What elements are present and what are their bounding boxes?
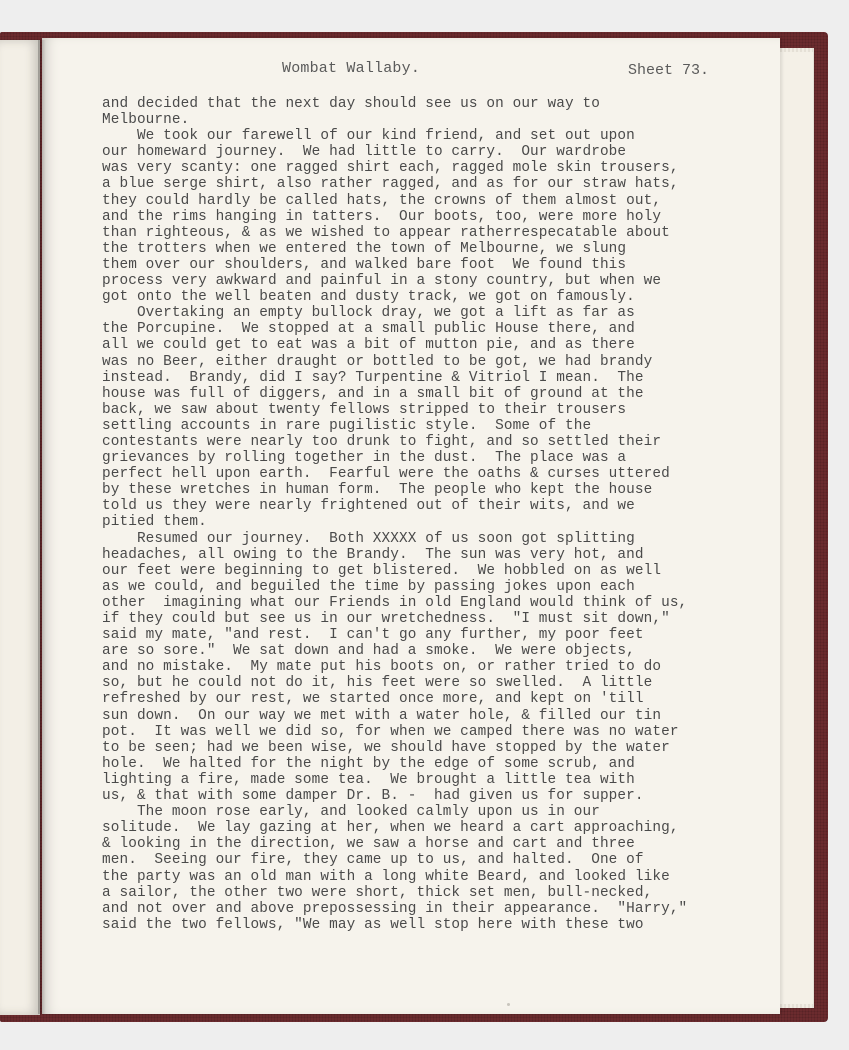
text-line: We took our farewell of our kind friend, and set out upon	[102, 128, 635, 145]
text-line: if they could but see us in our wretchedness. "I must sit down,"	[102, 611, 670, 627]
text-line: was very scanty: one ragged shirt each, ragged mole skin trousers,	[102, 160, 679, 177]
text-line: the trotters when we entered the town of Melbourne, we slung	[102, 240, 627, 257]
text-line: refreshed by our rest, we started once more, and kept on 'till	[102, 691, 644, 708]
text-line: solitude. We lay gazing at her, when we heard a cart approaching,	[102, 820, 679, 837]
text-line: pot. It was well we did so, for when we camped there was no water	[102, 723, 679, 740]
text-line: hole. We halted for the night by the edge of some scrub, and	[102, 755, 635, 772]
text-line: lighting a fire, made some tea. We brought a little tea with	[102, 771, 635, 788]
text-line: and the rims hanging in tatters. Our boots, too, were more holy	[102, 208, 662, 225]
text-line: the party was an old man with a long white Beard, and looked like	[102, 868, 670, 885]
text-line: got onto the well beaten and dusty track, we got on famously.	[102, 289, 635, 306]
text-line: are so sore." We sat down and had a smoke. We were objects,	[102, 643, 635, 660]
text-line: process very awkward and painful in a stony country, but when we	[102, 273, 662, 290]
text-line: a blue serge shirt, also rather ragged, and as for our straw hats,	[102, 176, 679, 193]
text-line: our homeward journey. We had little to carry. Our wardrobe	[102, 144, 627, 161]
text-line: settling accounts in rare pugilistic style. Some of the	[102, 417, 592, 434]
text-line: contestants were nearly too drunk to fight, and so settled their	[102, 433, 662, 450]
typescript-body	[102, 96, 752, 933]
text-line: headaches, all owing to the Brandy. The sun was very hot, and	[102, 546, 644, 563]
text-line: The moon rose early, and looked calmly upon us in our	[102, 804, 600, 821]
text-line: Melbourne.	[102, 112, 190, 129]
text-line: they could hardly be called hats, the crowns of them almost out,	[102, 192, 662, 209]
text-line: than righteous, & as we wished to appear ratherrespecatable about	[102, 224, 670, 241]
text-line: Resumed our journey. Both XXXXX of us soon got splitting	[102, 530, 635, 547]
text-line: pitied them.	[102, 514, 207, 531]
text-line: sun down. On our way we met with a water hole, & filled our tin	[102, 707, 662, 724]
text-line: them over our shoulders, and walked bare foot We found this	[102, 256, 627, 273]
text-line: back, we saw about twenty fellows stripped to their trousers	[102, 401, 627, 418]
text-line: the Porcupine. We stopped at a small public House there, and	[102, 321, 635, 338]
text-line: by these wretches in human form. The people who kept the house	[102, 482, 653, 499]
text-line: a sailor, the other two were short, thick set men, bull-necked,	[102, 884, 653, 901]
text-line: grievances by rolling together in the dust. The place was a	[102, 450, 627, 467]
text-line: all we could get to eat was a bit of mutton pie, and as there	[102, 337, 635, 354]
text-line: perfect hell upon earth. Fearful were the oaths & curses uttered	[102, 466, 670, 483]
text-line: our feet were beginning to get blistered. We hobbled on as well	[102, 562, 662, 579]
text-line: other imagining what our Friends in old England would think of us,	[102, 594, 688, 611]
text-line: and no mistake. My mate put his boots on, or rather tried to do	[102, 659, 662, 676]
page-title: Wombat Wallaby.	[282, 60, 421, 77]
text-line: said the two fellows, "We may as well stop here with these two	[102, 916, 644, 933]
text-line: and not over and above prepossessing in their appearance. "Harry,"	[102, 900, 688, 917]
paper-speck	[507, 1003, 510, 1006]
text-line: said my mate, "and rest. I can't go any further, my poor feet	[102, 627, 644, 644]
sheet-number: Sheet 73.	[628, 62, 710, 79]
book-gutter	[38, 40, 46, 1014]
text-line: Overtaking an empty bullock dray, we got a lift as far as	[102, 305, 635, 322]
text-line: was no Beer, either draught or bottled to be got, we had brandy	[102, 353, 653, 370]
text-line: told us they were nearly frightened out of their wits, and we	[102, 498, 635, 515]
text-line: & looking in the direction, we saw a horse and cart and three	[102, 836, 635, 853]
text-line: to be seen; had we been wise, we should have stopped by the water	[102, 739, 670, 756]
text-line: as we could, and beguiled the time by passing jokes upon each	[102, 578, 635, 595]
text-line: so, but he could not do it, his feet were so swelled. A little	[102, 675, 653, 692]
left-page	[0, 40, 40, 1015]
text-line: men. Seeing our fire, they came up to us, and halted. One of	[102, 852, 644, 869]
text-line: house was full of diggers, and in a small bit of ground at the	[102, 385, 644, 402]
page-edge	[778, 52, 813, 1004]
text-line: and decided that the next day should see us on our way to	[102, 96, 600, 112]
text-line: instead. Brandy, did I say? Turpentine & Vitriol I mean. The	[102, 369, 644, 386]
text-line: us, & that with some damper Dr. B. - had given us for supper.	[102, 788, 644, 805]
